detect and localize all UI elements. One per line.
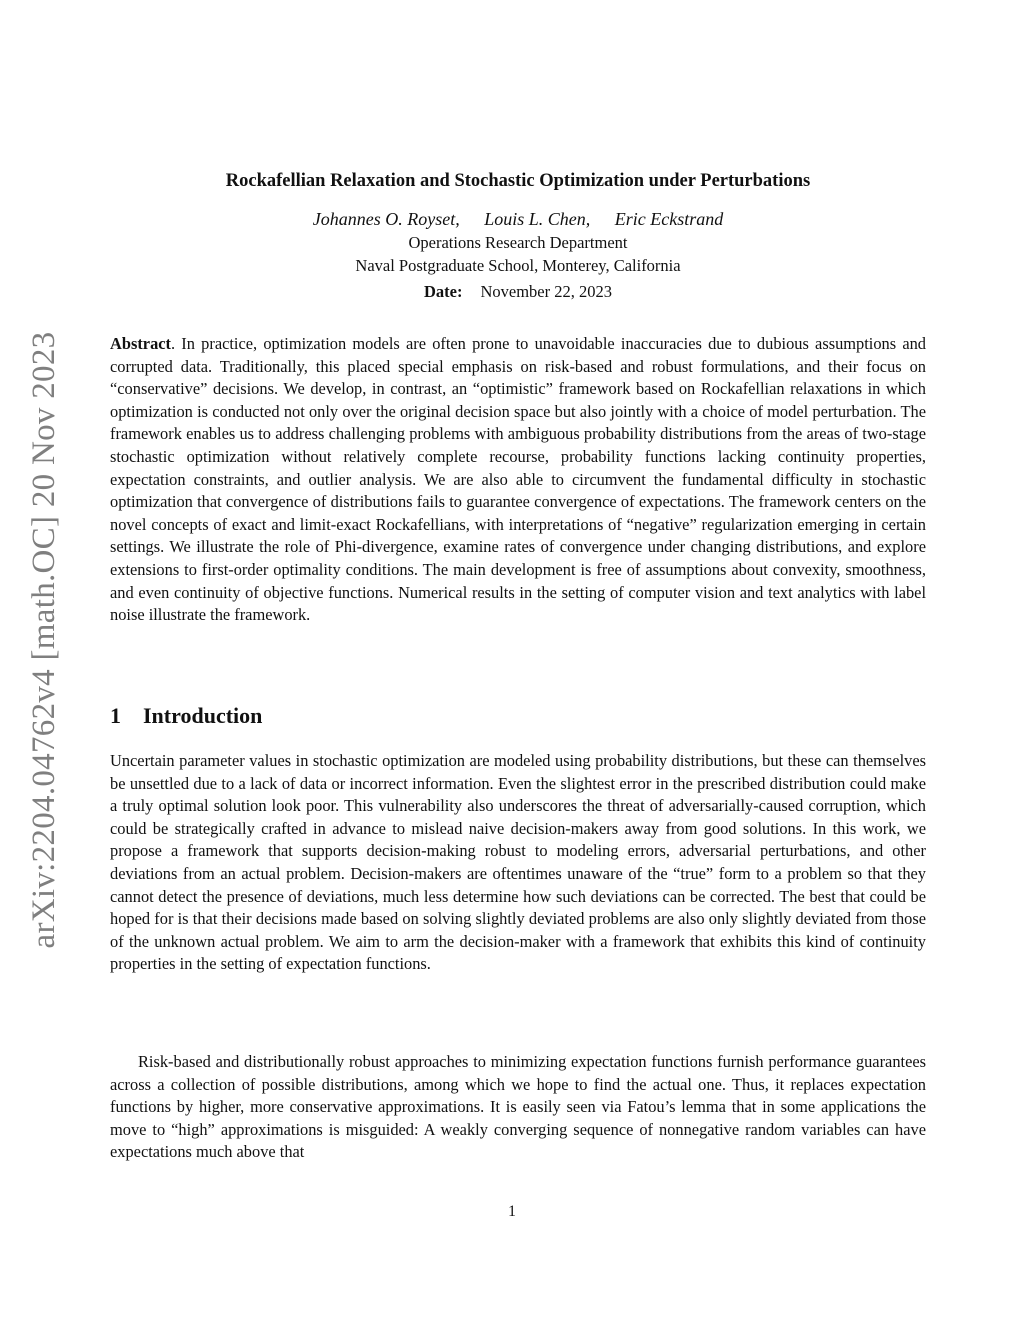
- body-paragraph: Risk-based and distributionally robust approaches to minimizing expectation functions furnish performance guarantees across a collection of possible distributions, among which we hope to find the actual one. Thus, it replaces expectation functions by higher, more conservative approximations. It is easily seen via Fatou’s lemma that in some applications the move to “high” approximations is misguided: A weakly converging sequence of nonnegative random variables can have expectations much above that: [110, 1052, 926, 1162]
- paper-title: Rockafellian Relaxation and Stochastic Optimization under Perturbations: [225, 171, 811, 191]
- date-value: November 22, 2023: [480, 282, 612, 301]
- author-name: Louis L. Chen,: [484, 209, 591, 229]
- author-name: Johannes O. Royset,: [312, 209, 460, 229]
- body-paragraph: Uncertain parameter values in stochastic optimization are modeled using probability distributions, but these can themselves be unsettled due to a lack of data or incorrect information. Even the slightest error in the prescribed distribution could make a truly optimal solution look poor. This vulnerability also underscores the threat of adversarially-caused corruption, which could be strategically crafted in advance to mislead naive decision-makers away from good solutions. In this work, we propose a framework that supports decision-making robust to modeling errors, adversarial perturbations, and other deviations from an actual problem. Decision-makers are oftentimes unaware of the “true” form to a problem so that they cannot detect the presence of deviations, much less determine how such deviations can be corrected. The best that could be hoped for is that their decisions made based on solving slightly deviated problems are also only slightly deviated from those of the unknown actual problem. We aim to arm the decision-maker with a framework that exhibits this kind of continuity properties in the setting of expectation functions.: [110, 751, 926, 974]
- date-line: [110, 281, 926, 303]
- abstract: [110, 333, 926, 627]
- abstract-text: . In practice, optimization models are often prone to unavoidable inaccuracies due to dubious assumptions and corrupted data. Traditionally, this placed special emphasis on risk-based and robust formulations, and their focus on “conservative” decisions. We develop, in contrast, an “optimistic” framework based on Rockafellian relaxations in which optimization is conducted not only over the original decision space but also jointly with a choice of model perturbation. The framework enables us to address challenging problems with ambiguous probability distributions from the areas of two-stage stochastic optimization without relatively complete recourse, probability functions lacking continuity properties, expectation constraints, and outlier analysis. We are also able to circumvent the fundamental difficulty in stochastic optimization that convergence of distributions fails to guarantee convergence of expectations. The framework centers on the novel concepts of exact and limit-exact Rockafellians, with interpretations of “negative” regularization emerging in certain settings. We illustrate the role of Phi-divergence, examine rates of convergence under changing distributions, and explore extensions to first-order optimality conditions. The main development is free of assumptions about convexity, smoothness, and even continuity of objective functions. Numerical results in the setting of computer vision and text analytics with label noise illustrate the framework.: [110, 334, 926, 625]
- section-title: Introduction: [143, 703, 263, 728]
- section-number: 1: [110, 703, 121, 728]
- author-list: [110, 208, 926, 230]
- affiliation-department: Operations Research Department: [408, 233, 628, 252]
- section-heading: [110, 703, 262, 729]
- arxiv-identifier-stamp[interactable]: arXiv:2204.04762v4 [math.OC] 20 Nov 2023: [25, 331, 62, 949]
- affiliation-institution: Naval Postgraduate School, Monterey, California: [355, 256, 681, 275]
- author-name: Eric Eckstrand: [614, 209, 724, 229]
- abstract-label: Abstract: [110, 334, 171, 353]
- page-number: 1: [508, 1203, 516, 1220]
- date-label: Date:: [423, 282, 463, 301]
